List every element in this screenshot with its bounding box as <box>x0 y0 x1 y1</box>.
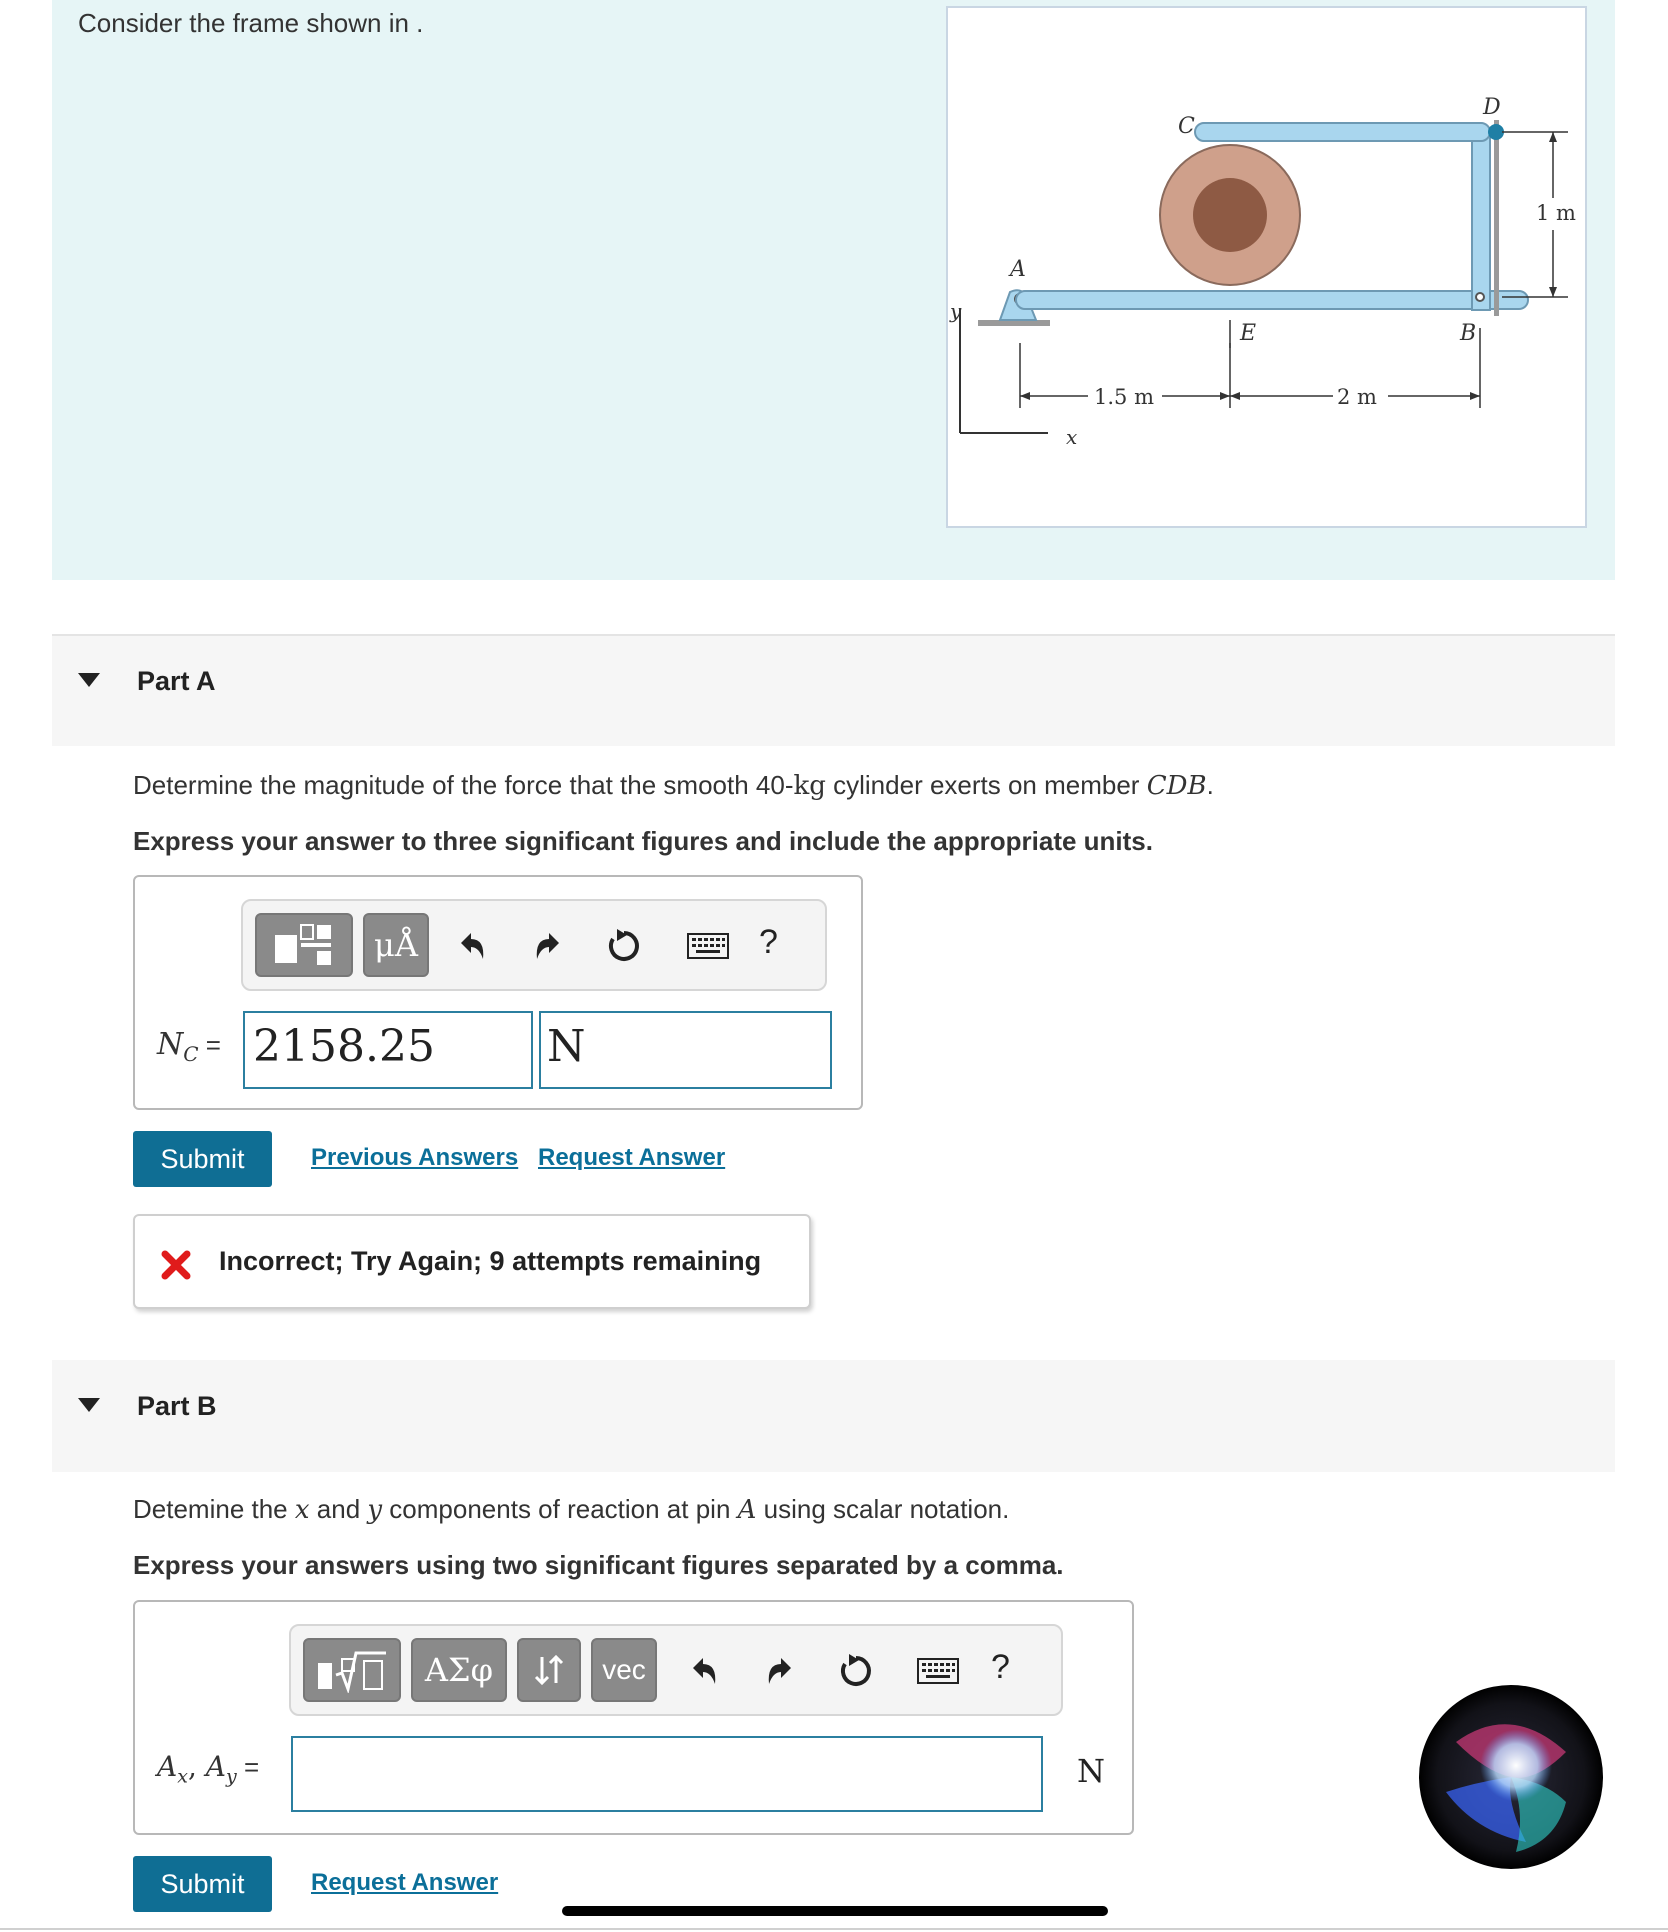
part-b-question-middle: components of reaction at pin <box>382 1494 738 1524</box>
frame-diagram <box>948 8 1585 526</box>
part-b-answer-input[interactable] <box>291 1736 1043 1812</box>
part-a-question-unit: kg <box>793 771 826 801</box>
part-b-collapse-icon[interactable] <box>78 1398 100 1412</box>
part-b-header[interactable] <box>52 1360 1615 1472</box>
label-sep: , <box>187 1750 206 1783</box>
undo-icon[interactable] <box>449 923 495 969</box>
part-b-toolbar <box>289 1624 1063 1716</box>
bottom-divider <box>0 1928 1668 1930</box>
units-button[interactable]: μÅ <box>363 913 429 977</box>
part-a-question-middle: cylinder exerts on member <box>825 770 1147 800</box>
part-b-request-answer-link[interactable]: Request Answer <box>311 1869 499 1896</box>
part-a-question-prefix: Determine the magnitude of the force that the smooth 40- <box>133 770 794 800</box>
templates-icon <box>271 921 337 969</box>
label-eq: = <box>198 1030 221 1060</box>
part-b-question-prefix: Detemine the <box>133 1494 295 1524</box>
part-a-question <box>133 770 1214 801</box>
x-axis-label: x <box>1066 425 1078 449</box>
part-b-answer-label <box>157 1750 259 1788</box>
cylinder-hub <box>1193 178 1267 252</box>
pin-d <box>1488 124 1504 140</box>
vector-button[interactable]: vec <box>591 1638 657 1702</box>
keyboard-icon[interactable] <box>913 1648 963 1694</box>
part-a-toolbar <box>241 899 827 991</box>
keyboard-icon[interactable] <box>683 923 733 969</box>
part-a-header[interactable] <box>52 634 1615 746</box>
greek-symbols-button[interactable]: ΑΣφ <box>411 1638 507 1702</box>
home-indicator[interactable] <box>562 1906 1108 1916</box>
dim-eb-label: 2 m <box>1337 385 1377 409</box>
part-a-question-member: CDB <box>1146 771 1207 801</box>
part-a-instruction: Express your answer to three significant figures and include the appropriate units. <box>133 826 1153 856</box>
label-ax-sub: x <box>177 1765 188 1788</box>
part-a-value-input[interactable]: 2158.25 <box>243 1011 533 1089</box>
label-ay-sub: y <box>226 1765 237 1788</box>
reset-icon[interactable] <box>601 923 647 969</box>
part-b-submit-button[interactable]: Submit <box>133 1856 272 1912</box>
label-var: N <box>157 1027 184 1062</box>
part-b-title: Part B <box>137 1391 217 1421</box>
dim-height-label: 1 m <box>1536 201 1576 225</box>
undo-icon[interactable] <box>681 1648 727 1694</box>
part-b-answer-box <box>133 1600 1134 1835</box>
incorrect-icon <box>161 1250 191 1280</box>
label-d: D <box>1483 95 1501 120</box>
member-db <box>1472 128 1490 310</box>
part-b-question-and: and <box>309 1494 368 1524</box>
label-eq: = <box>236 1752 260 1782</box>
previous-answers-link[interactable]: Previous Answers <box>311 1144 519 1171</box>
feedback-text: Incorrect; Try Again; 9 attempts remaining <box>219 1246 762 1276</box>
part-a-collapse-icon[interactable] <box>78 673 100 687</box>
reset-icon[interactable] <box>833 1648 879 1694</box>
label-c: C <box>1178 114 1195 139</box>
part-a-answer-box <box>133 875 863 1110</box>
member-cd <box>1195 123 1490 141</box>
radical-templates-icon <box>314 1647 390 1693</box>
label-ax: A <box>157 1750 178 1783</box>
subscript-superscript-button[interactable] <box>517 1638 581 1702</box>
part-a-unit-input[interactable]: N <box>539 1011 832 1089</box>
redo-icon[interactable] <box>525 923 571 969</box>
part-b-question-x: x <box>294 1495 310 1525</box>
label-b: B <box>1460 321 1477 346</box>
dimension-lines <box>1020 132 1576 409</box>
label-ay: A <box>205 1750 226 1783</box>
redo-icon[interactable] <box>757 1648 803 1694</box>
arrows-updown-icon <box>530 1651 568 1689</box>
label-a: A <box>1010 257 1026 282</box>
label-sub: C <box>183 1042 199 1066</box>
member-ab <box>1016 291 1528 309</box>
feedback-box <box>133 1214 811 1309</box>
part-b-instruction: Express your answers using two significant figures separated by a comma. <box>133 1550 1064 1580</box>
wall <box>1494 120 1499 316</box>
help-icon[interactable]: ? <box>759 923 778 961</box>
part-a-question-suffix: . <box>1206 770 1214 800</box>
y-axis-label: y <box>950 299 962 323</box>
part-a-answer-label <box>157 1027 221 1066</box>
frame-figure <box>946 6 1587 528</box>
part-a-title: Part A <box>137 666 216 696</box>
part-a-submit-button[interactable]: Submit <box>133 1131 272 1187</box>
pin-b <box>1476 293 1484 301</box>
part-b-unit: N <box>1077 1752 1105 1790</box>
part-b-question-pin: A <box>737 1495 757 1525</box>
part-a-request-answer-link[interactable]: Request Answer <box>538 1144 726 1171</box>
part-b-question-y: y <box>367 1495 383 1525</box>
templates-button[interactable] <box>255 913 353 977</box>
siri-orb-icon[interactable] <box>1416 1682 1606 1872</box>
templates-button[interactable] <box>303 1638 401 1702</box>
help-icon[interactable]: ? <box>991 1648 1010 1686</box>
part-b-question <box>133 1494 1009 1525</box>
dim-ae-label: 1.5 m <box>1094 385 1154 409</box>
label-e: E <box>1240 321 1257 346</box>
intro-text: Consider the frame shown in . <box>78 8 424 38</box>
part-b-question-suffix: using scalar notation. <box>756 1494 1010 1524</box>
